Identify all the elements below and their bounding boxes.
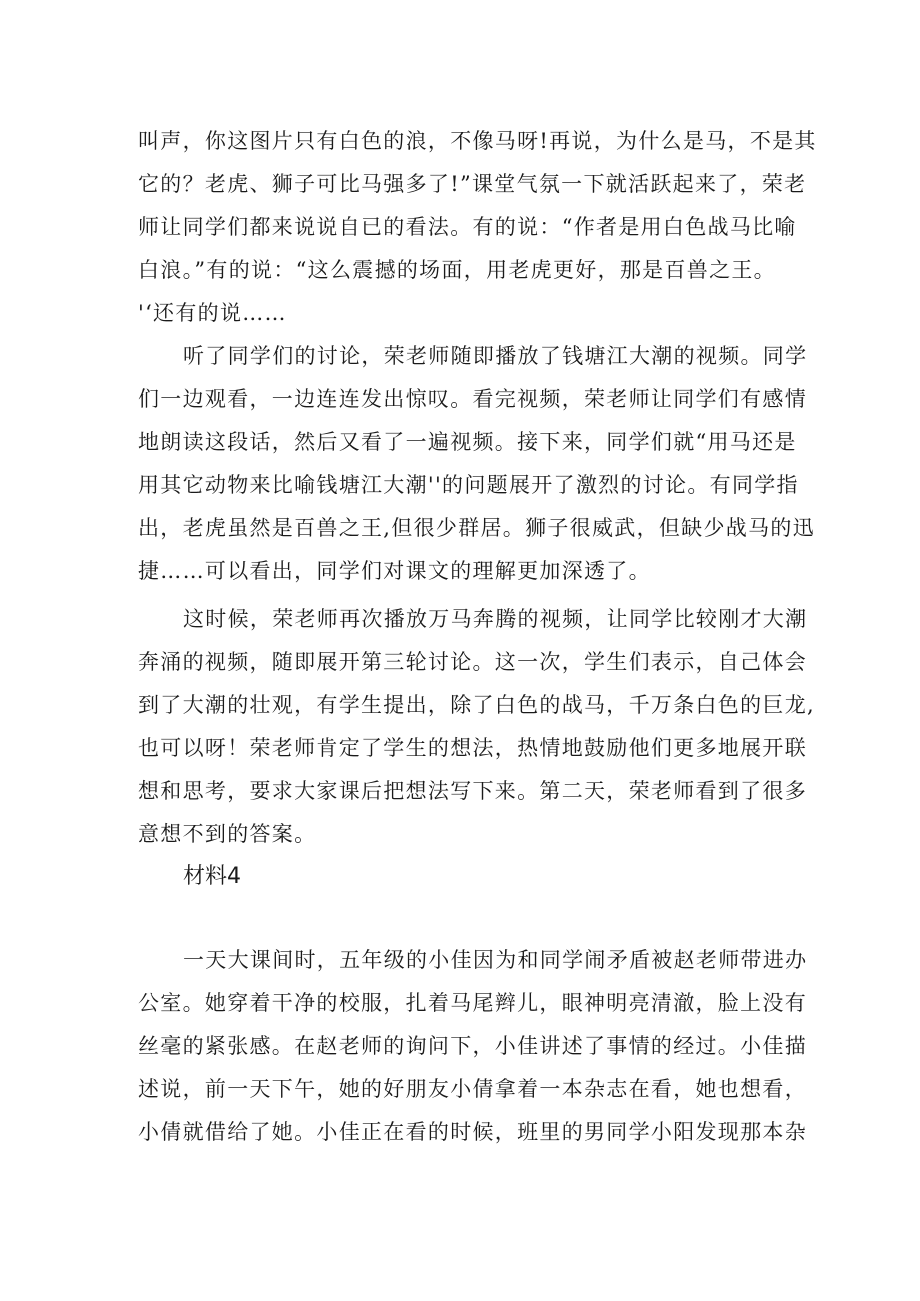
section-heading: 材料4 — [183, 864, 241, 889]
paragraph-1-line-3: 师让同学们都来说说自已的看法。有的说：“作者是用白色战马比喻 — [138, 215, 797, 239]
paragraph-4-line-4: 述说，前一天下午，她的好朋友小倩拿着一本杂志在看，她也想看， — [138, 1077, 807, 1101]
paragraph-3-line-3: 到了大潮的壮观，有学生提出，除了白色的战马，千万条白色的巨龙, — [138, 693, 815, 717]
paragraph-4-line-3: 丝毫的紧张感。在赵老师的询问下，小佳讲述了事情的经过。小佳描 — [138, 1034, 807, 1058]
paragraph-2-line-5: 出，老虎虽然是百兽之王,但很少群居。狮子很威武，但缺少战马的迅 — [138, 516, 815, 540]
paragraph-1-line-1: 叫声，你这图片只有白色的浪，不像马呀!再说，为什么是马，不是其 — [138, 129, 817, 153]
paragraph-1-line-4: 白浪。”有的说：“这么震撼的场面，用老虎更好，那是百兽之王。 — [138, 258, 776, 282]
paragraph-3-line-2: 奔涌的视频，随即展开第三轮讨论。这一次，学生们表示，自己体会 — [138, 650, 807, 674]
paragraph-4-line-2: 公室。她穿着干净的校服，扎着马尾辫儿，眼神明亮清澈，脸上没有 — [138, 991, 807, 1015]
paragraph-3-line-4: 也可以呀！荣老师肯定了学生的想法，热情地鼓励他们更多地展开联 — [138, 736, 807, 760]
paragraph-1-line-2: 它的？老虎、狮子可比马强多了!”课堂气氛一下就活跃起来了，荣老 — [138, 172, 807, 196]
paragraph-1-line-5: '‘还有的说…… — [138, 301, 287, 325]
paragraph-2-line-3: 地朗读这段话，然后又看了一遍视频。接下来，同学们就“用马还是 — [138, 430, 797, 454]
paragraph-2-line-1: 听了同学们的讨论，荣老师随即播放了钱塘江大潮的视频。同学 — [183, 344, 808, 368]
paragraph-4-line-1: 一天大课间时，五年级的小佳因为和同学闹矛盾被赵老师带进办 — [183, 948, 808, 972]
paragraph-3-line-1: 这时候，荣老师再次播放万马奔腾的视频，让同学比较刚才大潮 — [183, 607, 808, 631]
paragraph-3-line-5: 想和思考，要求大家课后把想法写下来。第二天，荣老师看到了很多 — [138, 779, 807, 803]
paragraph-2-line-6: 捷……可以看出，同学们对课文的理解更加深透了。 — [138, 559, 651, 583]
paragraph-2-line-2: 们一边观看，一边连连发出惊叹。看完视频，荣老师让同学们有感情 — [138, 387, 807, 411]
paragraph-4-line-5: 小倩就借给了她。小佳正在看的时候，班里的男同学小阳发现那本杂 — [138, 1120, 807, 1144]
paragraph-3-line-6: 意想不到的答案。 — [138, 822, 317, 846]
paragraph-2-line-4: 用其它动物来比喻钱塘江大潮''的问题展开了激烈的讨论。有同学指 — [138, 473, 799, 497]
